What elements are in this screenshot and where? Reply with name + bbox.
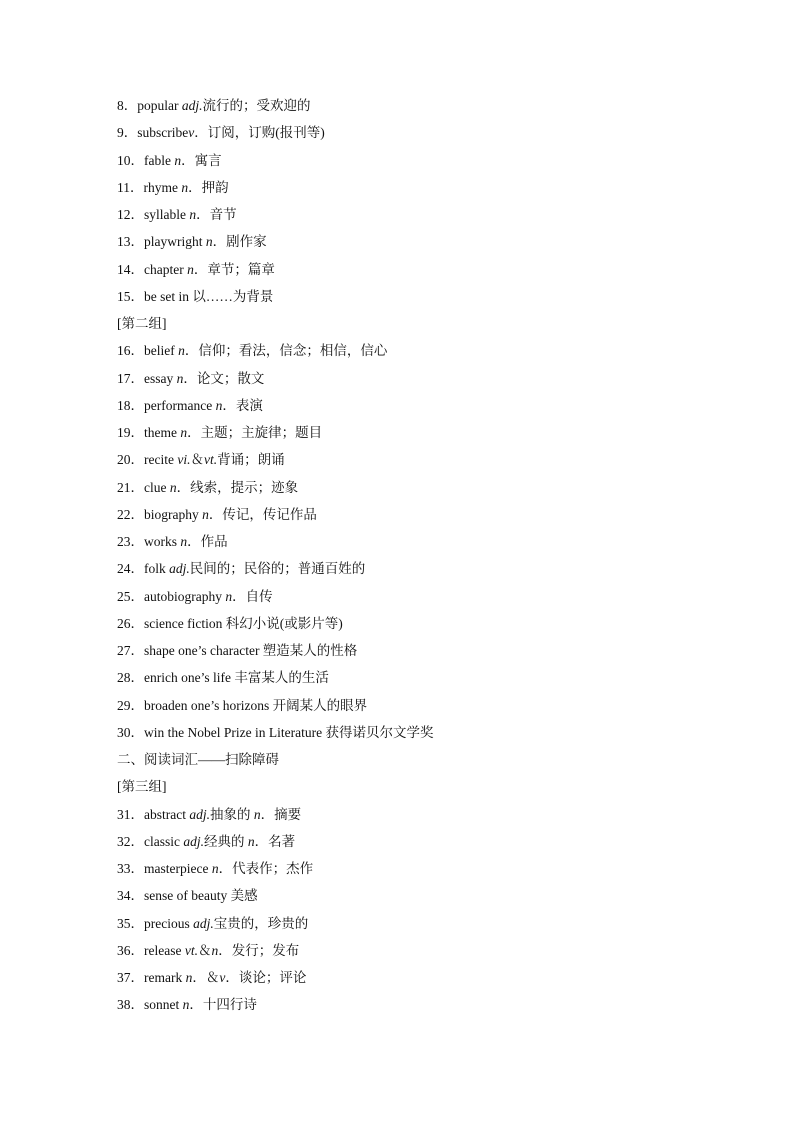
vocab-line [117, 910, 757, 937]
part-of-speech: n [211, 942, 219, 958]
vocab-line [117, 528, 757, 555]
line-text: ．十四行诗 [189, 997, 257, 1013]
part-of-speech: n [202, 506, 209, 522]
vocabulary-list [117, 92, 757, 1019]
line-text: ．订阅，订购(报刊等) [194, 125, 325, 141]
line-text: ．传记，传记作品 [208, 506, 317, 522]
vocab-line [117, 637, 757, 664]
line-text: 30．win the Nobel Prize in Literature 获得诺贝尔文学奖 [117, 724, 434, 740]
line-text: ．论文；散文 [183, 370, 265, 386]
line-text: ．主题；主旋律；题目 [187, 425, 323, 440]
vocab-line [117, 555, 757, 582]
part-of-speech: n [169, 479, 177, 495]
part-of-speech: n [180, 534, 188, 549]
line-text: ．寓言 [181, 152, 222, 168]
line-text: 9．subscribe [117, 125, 189, 141]
part-of-speech: v [188, 125, 195, 141]
line-text: ．代表作；杰作 [218, 861, 314, 876]
line-text: 民间的；民俗的；普通百姓的 [189, 561, 366, 577]
vocab-line [117, 92, 757, 119]
line-text: 10．fable [117, 152, 175, 168]
line-text: 22．biography [117, 506, 203, 522]
part-of-speech: v [219, 970, 226, 985]
line-text: 19．theme [117, 425, 181, 440]
line-text: 26．science fiction 科幻小说(或影片等) [117, 615, 343, 631]
line-text: 28．enrich one’s life 丰富某人的生活 [117, 670, 329, 686]
line-text: 34．sense of beauty 美感 [117, 888, 258, 904]
part-of-speech: vi. [177, 452, 191, 468]
line-text: ．押韵 [188, 179, 229, 195]
line-text: 29．broaden one’s horizons 开阔某人的眼界 [117, 697, 368, 713]
line-text: 16．belief [117, 343, 179, 359]
line-text: 13．playwright [117, 234, 206, 250]
line-text: ．摘要 [260, 806, 302, 822]
vocab-line [117, 937, 757, 964]
line-text: ．谈论；评论 [225, 970, 307, 985]
line-text: 35．precious [117, 915, 194, 931]
line-text: 背诵；朗诵 [217, 452, 285, 468]
line-text: 二、阅读词汇——扫除障碍 [117, 752, 279, 767]
line-text: 37．remark [117, 970, 186, 985]
line-text: 36．release [117, 942, 185, 958]
part-of-speech: adj. [181, 98, 203, 113]
vocab-line [117, 855, 757, 882]
line-text: 11．rhyme [117, 179, 182, 195]
vocab-line [117, 964, 757, 991]
vocab-line [117, 719, 757, 746]
part-of-speech: n [211, 861, 219, 876]
line-text: 38．sonnet [117, 997, 183, 1013]
vocab-line [117, 583, 757, 610]
vocab-line [117, 310, 757, 337]
vocab-line [117, 365, 757, 392]
line-text: 14．chapter [117, 261, 188, 277]
line-text: ．剧作家 [212, 234, 267, 250]
part-of-speech: n [215, 397, 223, 413]
vocab-line [117, 119, 757, 146]
line-text: ．名著 [254, 833, 296, 849]
part-of-speech: n [225, 588, 233, 604]
part-of-speech: adj. [169, 561, 190, 577]
line-text: ．信仰；看法，信念；相信，信心 [184, 343, 388, 359]
part-of-speech: n [181, 179, 189, 195]
line-text: ．音节 [196, 207, 237, 222]
vocab-line [117, 501, 757, 528]
vocab-line [117, 283, 757, 310]
line-text: 27．shape one’s character 塑造某人的性格 [117, 643, 358, 658]
line-text: 25．autobiography [117, 588, 226, 604]
vocab-line [117, 664, 757, 691]
line-text: 流行的；受欢迎的 [202, 98, 311, 113]
part-of-speech: n [253, 806, 261, 822]
vocab-line [117, 610, 757, 637]
line-text: 18．performance [117, 397, 216, 413]
line-text: ．自传 [232, 588, 273, 604]
line-text: ＆ [197, 942, 212, 958]
line-text: 21．clue [117, 479, 170, 495]
part-of-speech: n [182, 997, 190, 1013]
vocab-line [117, 392, 757, 419]
vocab-line [117, 228, 757, 255]
line-text: 24．folk [117, 561, 170, 577]
vocab-line [117, 256, 757, 283]
part-of-speech: n [174, 152, 182, 168]
line-text: 15．be set in 以……为背景 [117, 288, 274, 304]
line-text: ．作品 [187, 534, 228, 549]
vocab-line [117, 147, 757, 174]
line-text: 经典的 [204, 833, 248, 849]
line-text: 33．masterpiece [117, 861, 212, 876]
part-of-speech: vt. [203, 452, 218, 468]
vocab-line [117, 991, 757, 1018]
vocab-line [117, 474, 757, 501]
line-text: ．发行；发布 [218, 942, 300, 958]
line-text: ．表演 [222, 397, 263, 413]
part-of-speech: n [178, 343, 185, 359]
line-text: 17．essay [117, 370, 177, 386]
line-text: [第三组] [117, 779, 167, 795]
vocab-line [117, 337, 757, 364]
line-text: 32．classic [117, 833, 184, 849]
line-text: 20．recite [117, 452, 178, 468]
vocab-line [117, 801, 757, 828]
line-text: 抽象的 [210, 806, 254, 822]
line-text: [第二组] [117, 316, 167, 331]
vocab-line [117, 692, 757, 719]
line-text: 8．popular [117, 98, 182, 113]
line-text: 31．abstract [117, 806, 190, 822]
part-of-speech: vt. [184, 942, 198, 958]
line-text: 23．works [117, 534, 181, 549]
part-of-speech: n [176, 370, 184, 386]
line-text: ．线索，提示；迹象 [176, 479, 299, 495]
part-of-speech: adj. [189, 806, 210, 822]
line-text: ＆ [190, 452, 204, 468]
line-text: 12．syllable [117, 207, 190, 222]
vocab-line [117, 201, 757, 228]
part-of-speech: n [205, 234, 213, 250]
part-of-speech: adj. [183, 833, 205, 849]
line-text: ．章节；篇章 [193, 261, 275, 277]
line-text: 宝贵的，珍贵的 [213, 915, 309, 931]
vocab-line [117, 419, 757, 446]
part-of-speech: n [189, 207, 197, 222]
part-of-speech: n [187, 261, 194, 277]
vocab-line [117, 882, 757, 909]
vocab-line [117, 746, 757, 773]
part-of-speech: adj. [193, 915, 214, 931]
part-of-speech: n [247, 833, 255, 849]
part-of-speech: n [180, 425, 188, 440]
vocab-line [117, 773, 757, 800]
line-text: ．＆ [192, 970, 220, 985]
part-of-speech: n [185, 970, 193, 985]
vocab-line [117, 174, 757, 201]
vocab-line [117, 446, 757, 473]
vocab-line [117, 828, 757, 855]
